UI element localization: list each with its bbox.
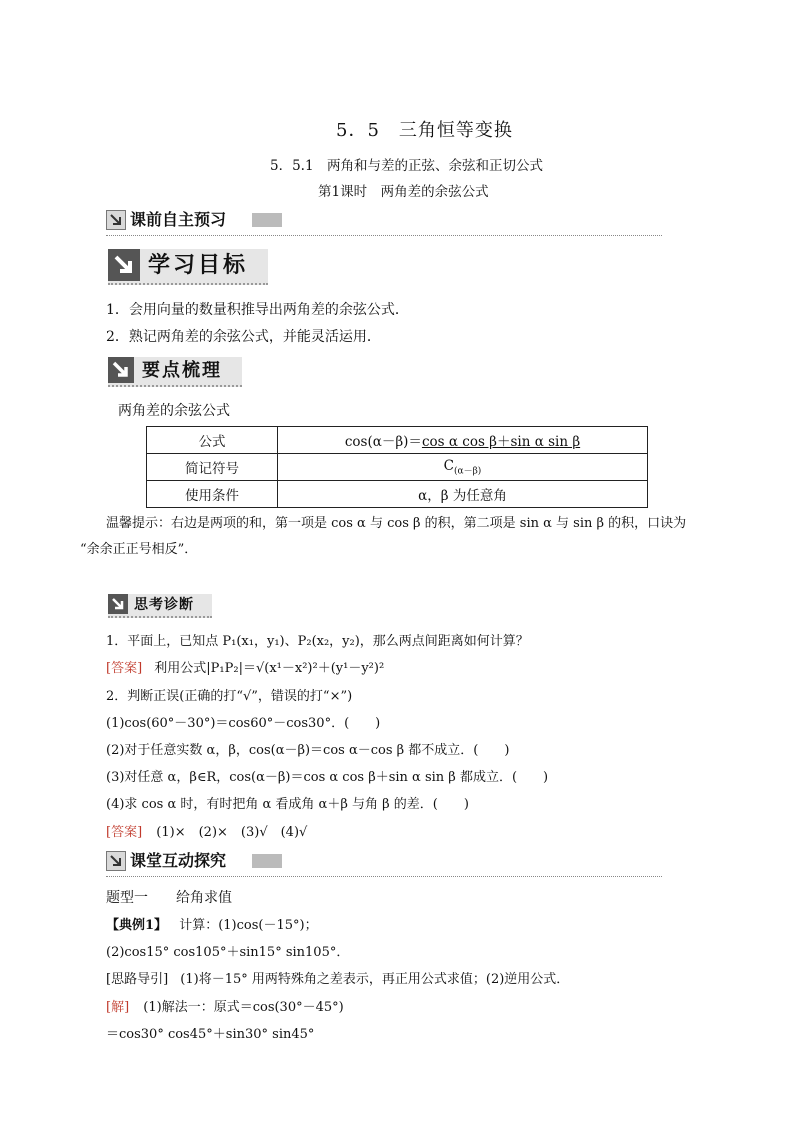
- example-tag: 【典例1】: [106, 918, 168, 933]
- section-bar-label: 课前自主预习: [130, 210, 227, 229]
- example-line: (2)cos15° cos105°＋sin15° sin105°．: [106, 945, 350, 960]
- section-bar-label: 课堂互动探究: [130, 851, 227, 870]
- arrow-icon: [106, 210, 126, 230]
- example-line: [106, 914, 318, 933]
- symbol-sub: (α－β): [454, 466, 482, 477]
- solution-line: [106, 996, 344, 1015]
- section-bar-preview: [106, 208, 662, 234]
- table-cell-label: 简记符号: [147, 454, 278, 481]
- hint-tag: [思路导引]: [106, 972, 169, 987]
- arrow-icon: [106, 851, 126, 871]
- judge-item: (2)对于任意实数 α，β，cos(α－β)＝cos α－cos β 都不成立．( ): [106, 743, 510, 758]
- arrow-icon: [108, 594, 128, 614]
- section-bar-tail: [252, 213, 282, 227]
- judge-item: (3)对任意 α，β∈R，cos(α－β)＝cos α cos β＋sin α sin β 都成立．( ): [106, 770, 549, 785]
- judge-item: (1)cos(60°－30°)＝cos60°－cos30°．( ): [106, 716, 381, 731]
- tip-text: “余余正正号相反”．: [80, 542, 198, 557]
- page-title: 5．5 三角恒等变换: [336, 120, 513, 141]
- goal-item: 1．会用向量的数量积推导出两角差的余弦公式．: [106, 302, 409, 318]
- answer-text: 利用公式|P₁P₂|＝√(x¹－x²)²＋(y¹－y²)²: [154, 661, 385, 676]
- table-cell-label: 公式: [147, 427, 278, 454]
- formula-underlined: cos α cos β＋sin α sin β: [421, 434, 581, 450]
- formula-table: [146, 426, 648, 508]
- question: 2．判断正误(正确的打“√”，错误的打“×”): [106, 689, 353, 704]
- table-cell-value: [278, 454, 648, 481]
- solution-line: ＝cos30° cos45°＋sin30° sin45°: [106, 1027, 315, 1042]
- divider: [106, 876, 662, 877]
- answer-tag: [答案]: [106, 825, 143, 840]
- example-text: 计算：(1)cos(－15°)；: [179, 918, 318, 933]
- section-subtitle: 5．5.1 两角和与差的正弦、余弦和正切公式: [270, 158, 544, 174]
- points-heading: [108, 357, 242, 387]
- answer-line: [106, 657, 384, 676]
- judge-item: (4)求 cos α 时，有时把角 α 看成角 α＋β 与角 β 的差．( ): [106, 797, 469, 812]
- points-heading-label: 要点梳理: [142, 360, 222, 381]
- tip-text: 温馨提示：右边是两项的和，第一项是 cos α 与 cos β 的积，第二项是 sin α 与 sin β 的积，口诀为: [106, 516, 687, 531]
- question: 1．平面上，已知点 P₁(x₁，y₁)、P₂(x₂，y₂)，那么两点间距离如何计算？: [106, 634, 529, 649]
- section-bar-tail: [252, 854, 282, 868]
- table-row: [147, 481, 648, 508]
- problem-type: 题型一 给角求值: [106, 890, 232, 906]
- hint-line: [106, 968, 569, 987]
- answer-text: (1)× (2)× (3)√ (4)√: [156, 825, 308, 840]
- goal-item: 2．熟记两角差的余弦公式，并能灵活运用．: [106, 329, 381, 345]
- divider: [106, 235, 662, 236]
- answer-tag: [答案]: [106, 661, 143, 676]
- arrow-icon: [108, 357, 134, 383]
- goals-heading: [108, 249, 268, 285]
- table-row: [147, 454, 648, 481]
- table-cell-label: 使用条件: [147, 481, 278, 508]
- solution-text: (1)解法一：原式＝cos(30°－45°): [143, 1000, 344, 1015]
- think-heading-label: 思考诊断: [134, 597, 194, 613]
- table-row: [147, 427, 648, 454]
- section-bar-class: [106, 849, 662, 875]
- solution-tag: [解]: [106, 1000, 130, 1015]
- symbol-main: C: [443, 457, 455, 474]
- goals-heading-label: 学习目标: [148, 253, 249, 278]
- arrow-icon: [108, 249, 140, 281]
- answer-line: [106, 821, 307, 840]
- table-cell-value: α，β 为任意角: [278, 481, 648, 508]
- lesson-title: 第1课时 两角差的余弦公式: [318, 184, 489, 200]
- table-cell-value: [278, 427, 648, 454]
- think-heading: [108, 594, 212, 618]
- formula-prefix: cos(α－β)＝: [344, 434, 422, 450]
- hint-text: (1)将－15° 用两特殊角之差表示，再正用公式求值；(2)逆用公式．: [180, 972, 570, 987]
- formula-heading: 两角差的余弦公式: [118, 403, 230, 419]
